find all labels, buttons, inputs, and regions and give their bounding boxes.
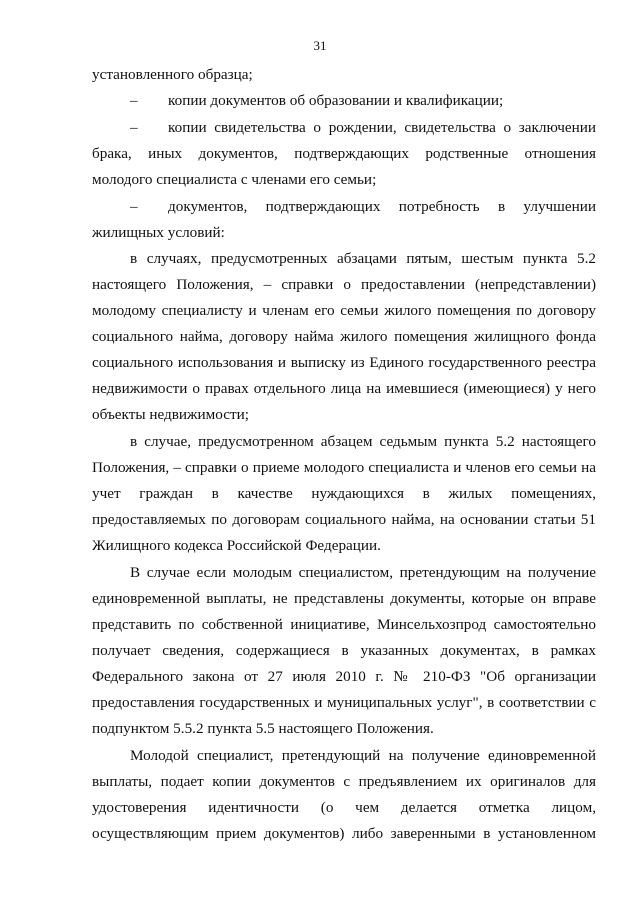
text-line: выплаты, подает копии документов с предъявлением их оригиналов для — [92, 773, 596, 790]
text-line: предоставляемых по договорам социального найма, на основании статьи 51 — [92, 511, 596, 528]
text-line: Федерального закона от 27 июля 2010 г. № 210-ФЗ "Об организации — [92, 668, 596, 685]
text-line: недвижимости о правах отдельного лица на имевшиеся (имеющиеся) у него — [92, 380, 596, 397]
text-line: жилищных условий: — [92, 224, 225, 241]
text-line: единовременной выплаты, не представлены документы, которые он вправе — [92, 590, 596, 607]
text-line: в случае, предусмотренном абзацем седьмым пункта 5.2 настоящего — [130, 433, 596, 450]
text-line: копии документов об образовании и квалификации; — [168, 92, 504, 109]
text-line: представить по собственной инициативе, Минсельхозпрод самостоятельно — [92, 616, 596, 633]
text-line: объекты недвижимости; — [92, 406, 249, 423]
text-line: удостоверения идентичности (о чем делается отметка лицом, — [92, 799, 596, 816]
text-line: Жилищного кодекса Российской Федерации. — [92, 537, 381, 554]
text-line: подпунктом 5.5.2 пункта 5.5 настоящего Положения. — [92, 720, 434, 737]
text-line: молодого специалиста с членами его семьи; — [92, 171, 377, 188]
text-line: осуществляющим прием документов) либо заверенными в установленном — [92, 825, 596, 842]
text-line: документов, подтверждающих потребность в улучшении — [168, 198, 596, 215]
text-line: Молодой специалист, претендующий на получение единовременной — [130, 747, 596, 764]
text-line: настоящего Положения, – справки о предоставлении (непредставлении) — [92, 276, 596, 293]
text-line: В случае если молодым специалистом, претендующим на получение — [130, 564, 596, 581]
list-dash: – — [130, 119, 138, 136]
text-line: молодому специалисту и членам его семьи жилого помещения по договору — [92, 302, 596, 319]
list-dash: – — [130, 198, 138, 215]
text-line: в случаях, предусмотренных абзацами пятым, шестым пункта 5.2 — [130, 250, 596, 267]
text-line: получает сведения, содержащиеся в указанных документах, в рамках — [92, 642, 596, 659]
page-number: 31 — [313, 38, 327, 53]
text-line: социального использования и выписку из Единого государственного реестра — [92, 354, 596, 371]
text-line: предоставления государственных и муниципальных услуг", в соответствии с — [92, 694, 596, 711]
list-dash: – — [130, 92, 138, 109]
text-line: Положения, – справки о приеме молодого специалиста и членов его семьи на — [92, 459, 596, 476]
text-line: брака, иных документов, подтверждающих родственные отношения — [92, 145, 596, 162]
text-line: копии свидетельства о рождении, свидетельства о заключении — [168, 119, 596, 136]
text-line: установленного образца; — [92, 66, 253, 83]
text-line: социального найма, договору найма жилого помещения жилищного фонда — [92, 328, 596, 345]
text-line: учет граждан в качестве нуждающихся в жилых помещениях, — [92, 485, 596, 502]
